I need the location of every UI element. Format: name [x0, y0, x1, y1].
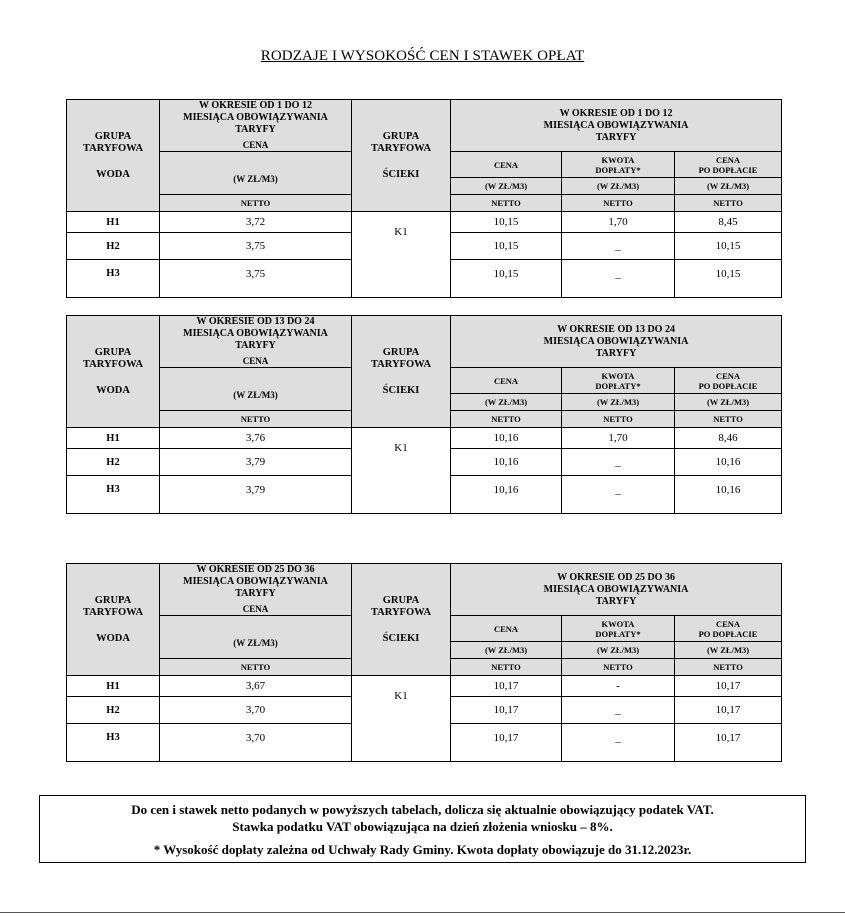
grupa-label: GRUPA: [94, 594, 132, 606]
period-line3: TARYFY: [235, 340, 276, 351]
water-unit-header: [160, 616, 352, 659]
water-price-cell: 3,75: [160, 260, 352, 298]
price-after-cell: 10,16: [675, 476, 782, 514]
price-after-header: [675, 368, 782, 394]
subsidy-cell: _: [562, 233, 675, 260]
sewage-cena-header: [451, 368, 562, 394]
water-group-header: [67, 316, 160, 428]
water-price-cell: 3,70: [160, 697, 352, 724]
period-line1: W OKRESIE OD 13 DO 24: [196, 316, 315, 327]
sewage-price-cell: 10,17: [451, 724, 562, 762]
sewage-price-cell: 10,17: [451, 676, 562, 697]
doplaty-label: DOPŁATY*: [595, 164, 641, 175]
subsidy-header: [562, 616, 675, 642]
group-cell: H3: [67, 260, 160, 298]
water-price-cell: 3,72: [160, 212, 352, 233]
period-line2: MIESIĄCA OBOWIĄZYWANIA: [543, 119, 689, 131]
period-line1: W OKRESIE OD 25 DO 36: [196, 564, 315, 575]
period-line1: W OKRESIE OD 25 DO 36: [557, 571, 675, 583]
table-row: [67, 212, 782, 233]
water-price-cell: 3,79: [160, 449, 352, 476]
sewage-price-cell: 10,15: [451, 212, 562, 233]
sewage-price-cell: 10,16: [451, 428, 562, 449]
subsidy-cell: _: [562, 697, 675, 724]
period-line3: TARYFY: [235, 124, 276, 135]
sewage-group-cell: K1: [352, 428, 451, 514]
price-after-cell: 10,17: [675, 724, 782, 762]
sewage-group-header: [352, 316, 451, 428]
sewage-price-cell: 10,15: [451, 233, 562, 260]
water-unit-header: [160, 152, 352, 195]
period-line1: W OKRESIE OD 13 DO 24: [557, 323, 675, 335]
period-line3: TARYFY: [235, 588, 276, 599]
sewage-group-cell: K1: [352, 212, 451, 298]
price-after-cell: 8,45: [675, 212, 782, 233]
price-after-netto: NETTO: [675, 411, 782, 428]
woda-label: WODA: [96, 632, 130, 644]
bottom-divider: [0, 912, 845, 913]
price-after-cell: 10,17: [675, 697, 782, 724]
grupa-label: GRUPA: [94, 130, 132, 142]
subsidy-cell: 1,70: [562, 212, 675, 233]
cena-label: CENA: [715, 370, 741, 381]
kwota-label: KWOTA: [601, 154, 635, 165]
subsidy-cell: _: [562, 449, 675, 476]
water-price-cell: 3,67: [160, 676, 352, 697]
table-row: [67, 676, 782, 697]
table-row: [67, 428, 782, 449]
note-line2: Stawka podatku VAT obowiązująca na dzień złożenia wniosku – 8%.: [232, 819, 613, 834]
period-line3: TARYFY: [595, 131, 637, 143]
cena-label: CENA: [715, 154, 741, 165]
sewage-group-header: [352, 100, 451, 212]
po-doplacie-label: PO DOPŁACIE: [698, 380, 758, 391]
taryfowa-label: TARYFOWA: [82, 606, 144, 618]
water-price-cell: 3,75: [160, 233, 352, 260]
water-price-cell: 3,70: [160, 724, 352, 762]
subsidy-cell: _: [562, 476, 675, 514]
sewage-unit: (W ZŁ/M3): [451, 178, 562, 195]
price-after-cell: 10,15: [675, 260, 782, 298]
water-netto: NETTO: [160, 659, 352, 676]
sewage-unit: (W ZŁ/M3): [451, 394, 562, 411]
grupa-label: GRUPA: [382, 130, 420, 142]
po-doplacie-label: PO DOPŁACIE: [698, 164, 758, 175]
period-line3: TARYFY: [595, 595, 637, 607]
period-line3: TARYFY: [595, 347, 637, 359]
note-line3: * Wysokość dopłaty zależna od Uchwały Rady Gminy. Kwota dopłaty obowiązuje do 31.12.2023r.: [153, 842, 692, 857]
water-group-header: [67, 564, 160, 676]
kwota-label: KWOTA: [601, 370, 635, 381]
price-after-header: [675, 616, 782, 642]
group-cell: H1: [67, 676, 160, 697]
sewage-cena-header: [451, 152, 562, 178]
sewage-period-header: [451, 316, 782, 368]
sewage-price-cell: 10,16: [451, 476, 562, 514]
grupa-label: GRUPA: [94, 346, 132, 358]
price-after-header: [675, 152, 782, 178]
subsidy-cell: -: [562, 676, 675, 697]
taryfowa-label: TARYFOWA: [82, 142, 144, 154]
cena-label: CENA: [242, 140, 269, 150]
sewage-group-header: [352, 564, 451, 676]
period-line2: MIESIĄCA OBOWIĄZYWANIA: [183, 576, 328, 587]
page-title: RODZAJE I WYSOKOŚĆ CEN I STAWEK OPŁAT: [260, 48, 585, 64]
sewage-price-cell: 10,16: [451, 449, 562, 476]
period-line2: MIESIĄCA OBOWIĄZYWANIA: [543, 583, 689, 595]
group-cell: H1: [67, 428, 160, 449]
woda-label: WODA: [96, 384, 130, 396]
scieki-label: ŚCIEKI: [382, 384, 420, 396]
subsidy-netto: NETTO: [562, 411, 675, 428]
water-netto: NETTO: [160, 195, 352, 212]
group-cell: H3: [67, 724, 160, 762]
price-after-netto: NETTO: [675, 659, 782, 676]
tariff-table-3: [66, 563, 782, 762]
doplaty-label: DOPŁATY*: [595, 628, 641, 639]
period-line2: MIESIĄCA OBOWIĄZYWANIA: [183, 328, 328, 339]
water-price-cell: 3,76: [160, 428, 352, 449]
group-cell: H2: [67, 233, 160, 260]
sewage-netto: NETTO: [451, 411, 562, 428]
sewage-netto: NETTO: [451, 195, 562, 212]
tariff-table-1: [66, 99, 782, 298]
taryfowa-label: TARYFOWA: [82, 358, 144, 370]
price-after-unit: (W ZŁ/M3): [675, 642, 782, 659]
doplaty-label: DOPŁATY*: [595, 380, 641, 391]
sewage-netto: NETTO: [451, 659, 562, 676]
vat-note: [39, 795, 806, 863]
subsidy-cell: 1,70: [562, 428, 675, 449]
subsidy-cell: _: [562, 724, 675, 762]
group-cell: H1: [67, 212, 160, 233]
tariff-table-2: [66, 315, 782, 514]
taryfowa-label: TARYFOWA: [370, 142, 432, 154]
grupa-label: GRUPA: [382, 346, 420, 358]
subsidy-netto: NETTO: [562, 659, 675, 676]
period-line2: MIESIĄCA OBOWIĄZYWANIA: [543, 335, 689, 347]
subsidy-header: [562, 152, 675, 178]
price-after-unit: (W ZŁ/M3): [675, 178, 782, 195]
scieki-label: ŚCIEKI: [382, 632, 420, 644]
price-after-cell: 8,46: [675, 428, 782, 449]
price-after-cell: 10,15: [675, 233, 782, 260]
water-price-cell: 3,79: [160, 476, 352, 514]
sewage-price-cell: 10,17: [451, 697, 562, 724]
unit-label: (W ZŁ/M3): [233, 174, 278, 184]
po-doplacie-label: PO DOPŁACIE: [698, 628, 758, 639]
sewage-price-cell: 10,15: [451, 260, 562, 298]
water-period-header: [160, 564, 352, 616]
cena-label: CENA: [242, 356, 269, 366]
sewage-group-cell: K1: [352, 676, 451, 762]
kwota-label: KWOTA: [601, 618, 635, 629]
sewage-period-header: [451, 100, 782, 152]
water-period-header: [160, 316, 352, 368]
subsidy-unit: (W ZŁ/M3): [562, 394, 675, 411]
woda-label: WODA: [96, 168, 130, 180]
taryfowa-label: TARYFOWA: [370, 606, 432, 618]
sewage-unit: (W ZŁ/M3): [451, 642, 562, 659]
subsidy-unit: (W ZŁ/M3): [562, 642, 675, 659]
period-line1: W OKRESIE OD 1 DO 12: [559, 107, 673, 119]
price-after-cell: 10,16: [675, 449, 782, 476]
grupa-label: GRUPA: [382, 594, 420, 606]
taryfowa-label: TARYFOWA: [370, 358, 432, 370]
period-line1: W OKRESIE OD 1 DO 12: [199, 100, 312, 111]
subsidy-netto: NETTO: [562, 195, 675, 212]
unit-label: (W ZŁ/M3): [233, 390, 278, 400]
group-cell: H3: [67, 476, 160, 514]
note-line1: Do cen i stawek netto podanych w powyższych tabelach, dolicza się aktualnie obowiązujący podatek VAT.: [131, 802, 714, 817]
period-line2: MIESIĄCA OBOWIĄZYWANIA: [183, 112, 328, 123]
water-unit-header: [160, 368, 352, 411]
cena-label: CENA: [493, 375, 519, 386]
price-after-unit: (W ZŁ/M3): [675, 394, 782, 411]
subsidy-cell: _: [562, 260, 675, 298]
cena-label: CENA: [493, 623, 519, 634]
cena-label: CENA: [493, 159, 519, 170]
sewage-period-header: [451, 564, 782, 616]
subsidy-unit: (W ZŁ/M3): [562, 178, 675, 195]
cena-label: CENA: [242, 604, 269, 614]
water-netto: NETTO: [160, 411, 352, 428]
water-period-header: [160, 100, 352, 152]
price-after-cell: 10,17: [675, 676, 782, 697]
cena-label: CENA: [715, 618, 741, 629]
group-cell: H2: [67, 449, 160, 476]
group-cell: H2: [67, 697, 160, 724]
scieki-label: ŚCIEKI: [382, 168, 420, 180]
price-after-netto: NETTO: [675, 195, 782, 212]
sewage-cena-header: [451, 616, 562, 642]
unit-label: (W ZŁ/M3): [233, 638, 278, 648]
subsidy-header: [562, 368, 675, 394]
water-group-header: [67, 100, 160, 212]
